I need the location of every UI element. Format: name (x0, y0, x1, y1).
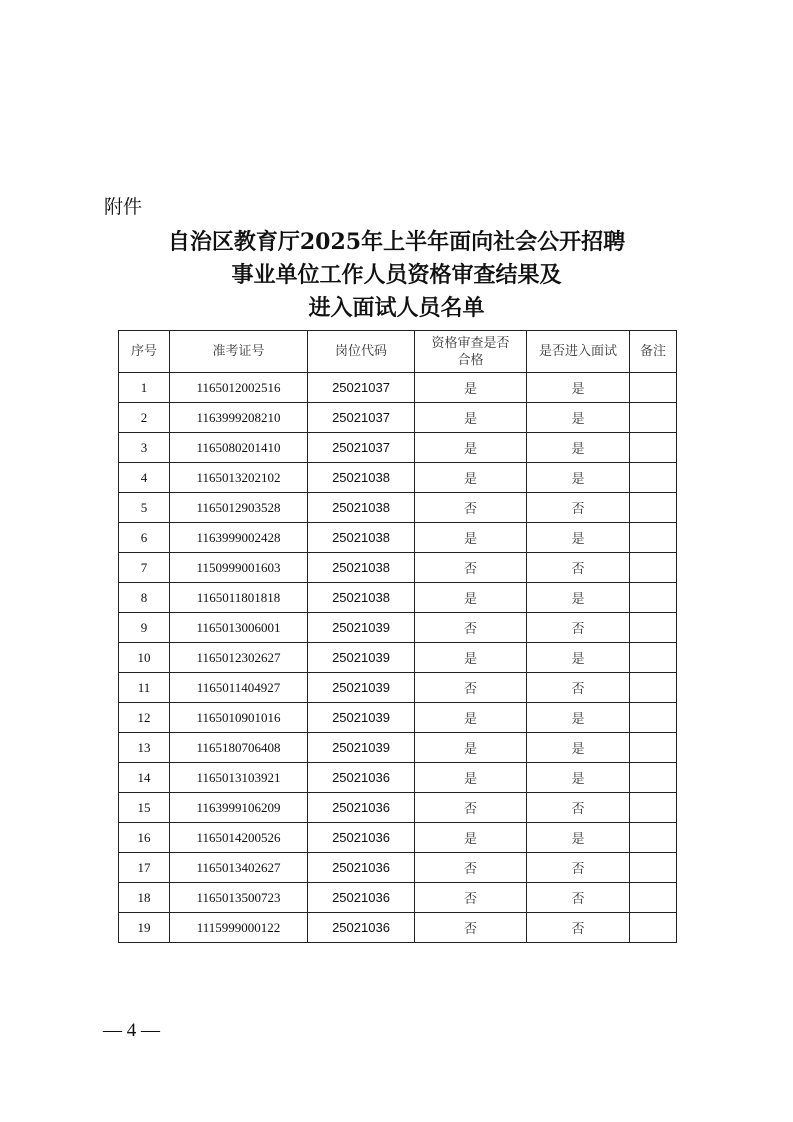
table-row (119, 673, 677, 703)
table-row (119, 493, 677, 523)
cell-ticket: 1165011801818 (170, 583, 308, 613)
cell-post: 25021036 (308, 913, 415, 943)
cell-seq: 4 (119, 463, 170, 493)
cell-ticket: 1165012002516 (170, 373, 308, 403)
cell-ticket: 1150999001603 (170, 553, 308, 583)
title-line-1: 自治区教育厅2025年上半年面向社会公开招聘 (167, 229, 626, 255)
cell-ticket: 1165013006001 (170, 613, 308, 643)
cell-remark (630, 373, 677, 403)
cell-interview: 是 (527, 643, 630, 673)
cell-qualified: 是 (415, 523, 527, 553)
cell-interview: 是 (527, 373, 630, 403)
cell-qualified: 是 (415, 823, 527, 853)
header-qualified-line-1: 资格审查是否 (431, 335, 510, 351)
cell-interview: 否 (527, 493, 630, 523)
table-row (119, 553, 677, 583)
cell-seq: 7 (119, 553, 170, 583)
table-row (119, 463, 677, 493)
cell-interview: 是 (527, 703, 630, 733)
table-row (119, 583, 677, 613)
title-line-3: 进入面试人员名单 (308, 295, 485, 321)
cell-interview: 是 (527, 823, 630, 853)
table-row (119, 853, 677, 883)
cell-remark (630, 673, 677, 703)
cell-interview: 是 (527, 433, 630, 463)
header-ticket: 准考证号 (170, 331, 308, 373)
cell-seq: 10 (119, 643, 170, 673)
cell-qualified: 是 (415, 583, 527, 613)
cell-qualified: 是 (415, 703, 527, 733)
cell-post: 25021038 (308, 493, 415, 523)
cell-qualified: 是 (415, 373, 527, 403)
cell-remark (630, 403, 677, 433)
cell-remark (630, 763, 677, 793)
cell-ticket: 1163999208210 (170, 403, 308, 433)
cell-seq: 1 (119, 373, 170, 403)
cell-seq: 17 (119, 853, 170, 883)
cell-remark (630, 733, 677, 763)
cell-remark (630, 463, 677, 493)
cell-seq: 12 (119, 703, 170, 733)
header-qualified (415, 331, 527, 373)
title-line-2: 事业单位工作人员资格审查结果及 (231, 262, 562, 288)
cell-qualified: 否 (415, 793, 527, 823)
header-seq: 序号 (119, 331, 170, 373)
cell-seq: 13 (119, 733, 170, 763)
cell-post: 25021039 (308, 733, 415, 763)
cell-qualified: 是 (415, 433, 527, 463)
cell-interview: 是 (527, 463, 630, 493)
cell-post: 25021038 (308, 553, 415, 583)
cell-interview: 否 (527, 793, 630, 823)
cell-seq: 14 (119, 763, 170, 793)
cell-remark (630, 553, 677, 583)
cell-post: 25021039 (308, 673, 415, 703)
cell-post: 25021039 (308, 703, 415, 733)
cell-seq: 6 (119, 523, 170, 553)
cell-interview: 否 (527, 673, 630, 703)
table-row (119, 373, 677, 403)
cell-seq: 5 (119, 493, 170, 523)
attachment-label: 附件 (104, 196, 143, 218)
table-row (119, 703, 677, 733)
cell-ticket: 1165013500723 (170, 883, 308, 913)
cell-post: 25021038 (308, 463, 415, 493)
table-body (119, 373, 677, 943)
table-row (119, 763, 677, 793)
cell-seq: 3 (119, 433, 170, 463)
cell-ticket: 1165180706408 (170, 733, 308, 763)
cell-ticket: 1165013103921 (170, 763, 308, 793)
cell-post: 25021038 (308, 583, 415, 613)
header-post: 岗位代码 (308, 331, 415, 373)
cell-seq: 15 (119, 793, 170, 823)
cell-interview: 否 (527, 883, 630, 913)
cell-qualified: 否 (415, 613, 527, 643)
cell-remark (630, 643, 677, 673)
cell-post: 25021036 (308, 883, 415, 913)
cell-interview: 否 (527, 613, 630, 643)
cell-post: 25021039 (308, 613, 415, 643)
cell-seq: 11 (119, 673, 170, 703)
cell-remark (630, 853, 677, 883)
cell-ticket: 1163999002428 (170, 523, 308, 553)
cell-qualified: 否 (415, 883, 527, 913)
document-title (0, 226, 793, 325)
cell-post: 25021036 (308, 853, 415, 883)
cell-qualified: 否 (415, 553, 527, 583)
cell-remark (630, 793, 677, 823)
cell-remark (630, 583, 677, 613)
table-header-row (119, 331, 677, 373)
header-qualified-line-2: 合格 (457, 352, 484, 368)
cell-seq: 8 (119, 583, 170, 613)
table-row (119, 433, 677, 463)
cell-remark (630, 523, 677, 553)
table-row (119, 613, 677, 643)
cell-seq: 18 (119, 883, 170, 913)
table-row (119, 823, 677, 853)
cell-interview: 是 (527, 403, 630, 433)
cell-post: 25021037 (308, 433, 415, 463)
cell-qualified: 是 (415, 733, 527, 763)
cell-post: 25021036 (308, 763, 415, 793)
cell-interview: 是 (527, 523, 630, 553)
cell-remark (630, 703, 677, 733)
cell-ticket: 1165080201410 (170, 433, 308, 463)
table-row (119, 523, 677, 553)
cell-seq: 16 (119, 823, 170, 853)
page-number: — 4 — (103, 1020, 160, 1041)
cell-ticket: 1165011404927 (170, 673, 308, 703)
cell-post: 25021036 (308, 793, 415, 823)
cell-ticket: 1165014200526 (170, 823, 308, 853)
table-row (119, 793, 677, 823)
cell-post: 25021039 (308, 643, 415, 673)
cell-remark (630, 613, 677, 643)
cell-qualified: 是 (415, 463, 527, 493)
cell-interview: 是 (527, 583, 630, 613)
cell-remark (630, 493, 677, 523)
table-row (119, 883, 677, 913)
cell-remark (630, 883, 677, 913)
cell-post: 25021037 (308, 403, 415, 433)
cell-qualified: 否 (415, 913, 527, 943)
cell-ticket: 1165012302627 (170, 643, 308, 673)
cell-interview: 是 (527, 733, 630, 763)
cell-seq: 9 (119, 613, 170, 643)
cell-interview: 否 (527, 853, 630, 883)
cell-seq: 19 (119, 913, 170, 943)
cell-qualified: 是 (415, 763, 527, 793)
table-row (119, 403, 677, 433)
table-row (119, 733, 677, 763)
cell-ticket: 1165013402627 (170, 853, 308, 883)
cell-ticket: 1165012903528 (170, 493, 308, 523)
cell-qualified: 否 (415, 673, 527, 703)
cell-interview: 是 (527, 763, 630, 793)
cell-post: 25021038 (308, 523, 415, 553)
cell-post: 25021037 (308, 373, 415, 403)
cell-qualified: 是 (415, 403, 527, 433)
table-row (119, 643, 677, 673)
header-interview: 是否进入面试 (527, 331, 630, 373)
cell-interview: 否 (527, 553, 630, 583)
table-row (119, 913, 677, 943)
cell-ticket: 1163999106209 (170, 793, 308, 823)
results-table (118, 330, 677, 943)
header-remark: 备注 (630, 331, 677, 373)
cell-ticket: 1165013202102 (170, 463, 308, 493)
cell-remark (630, 913, 677, 943)
cell-ticket: 1115999000122 (170, 913, 308, 943)
cell-qualified: 是 (415, 643, 527, 673)
cell-qualified: 否 (415, 493, 527, 523)
cell-remark (630, 433, 677, 463)
cell-interview: 否 (527, 913, 630, 943)
cell-qualified: 否 (415, 853, 527, 883)
cell-post: 25021036 (308, 823, 415, 853)
cell-ticket: 1165010901016 (170, 703, 308, 733)
cell-remark (630, 823, 677, 853)
cell-seq: 2 (119, 403, 170, 433)
